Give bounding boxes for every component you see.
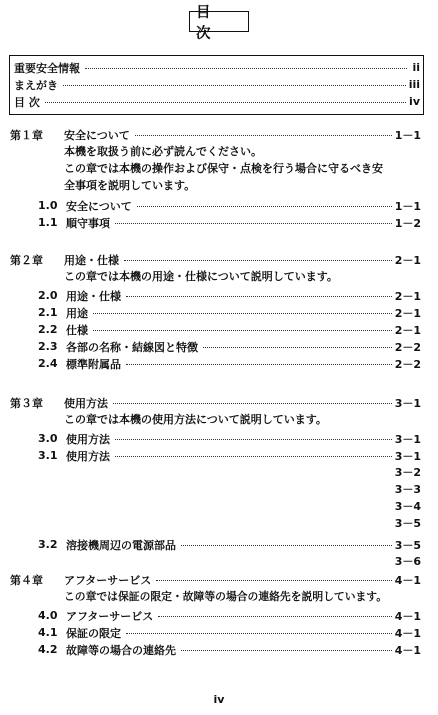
leader-dots — [93, 313, 392, 314]
chapter-title: 使用方法 — [64, 396, 108, 410]
toc-section-2-4[interactable] — [38, 355, 421, 372]
chapter-page: 3－1 — [394, 396, 421, 410]
leader-dots — [93, 330, 392, 331]
section-title: 用途・仕様 — [66, 289, 121, 303]
section-number: 3.1 — [38, 449, 58, 462]
continued-page: 3－6 — [394, 555, 421, 568]
toc-section-4-1[interactable] — [38, 624, 421, 641]
toc-section-3-0[interactable] — [38, 430, 421, 447]
toc-entry-safety-info[interactable] — [14, 59, 420, 76]
continued-page: 3－5 — [394, 517, 421, 530]
leader-dots — [137, 206, 392, 207]
chapter-description: この章では保証の限定・故障等の場合の連絡先を説明しています。 — [64, 590, 388, 603]
leader-dots — [45, 102, 406, 103]
chapter-description: この章では本機の用途・仕様について説明しています。 — [64, 270, 338, 283]
continued-page: 3－2 — [394, 466, 421, 479]
toc-section-4-0[interactable] — [38, 607, 421, 624]
section-page: 1－2 — [394, 216, 421, 230]
leader-dots — [156, 580, 391, 581]
section-title: 溶接機周辺の電源部品 — [66, 538, 176, 552]
toc-section-2-1[interactable] — [38, 304, 421, 321]
section-title: 標準附属品 — [66, 357, 121, 371]
section-number: 2.4 — [38, 357, 58, 370]
leader-dots — [115, 456, 392, 457]
toc-entry-page: iv — [409, 95, 420, 108]
section-number: 4.1 — [38, 626, 58, 639]
section-title: 用途 — [66, 306, 88, 320]
leader-dots — [158, 616, 391, 617]
continued-page: 3－4 — [394, 500, 421, 513]
section-title: 保証の限定 — [66, 626, 121, 640]
section-page: 2－2 — [394, 340, 421, 354]
section-page: 4－1 — [394, 609, 421, 623]
chapter-page: 1－1 — [394, 128, 421, 142]
toc-section-1-0[interactable] — [38, 197, 421, 214]
leader-dots — [135, 135, 392, 136]
section-number: 4.2 — [38, 643, 58, 656]
section-number: 2.2 — [38, 323, 58, 336]
chapter-page: 2－1 — [394, 253, 421, 267]
toc-chapter-4[interactable] — [10, 571, 421, 588]
leader-dots — [63, 85, 406, 86]
chapter-description: 本機を取扱う前に必ず読んでください。 — [64, 145, 262, 158]
leader-dots — [203, 347, 392, 348]
chapter-number: 第２章 — [10, 253, 43, 267]
leader-dots — [115, 439, 392, 440]
toc-chapter-1[interactable] — [10, 126, 421, 143]
leader-dots — [113, 403, 392, 404]
chapter-title: 安全について — [64, 128, 130, 142]
section-title: 使用方法 — [66, 432, 110, 446]
continued-page: 3－3 — [394, 483, 421, 496]
toc-entry-label: 目 次 — [14, 95, 40, 109]
page-number: iv — [213, 693, 225, 706]
chapter-page: 4－1 — [394, 573, 421, 587]
toc-section-1-1[interactable] — [38, 214, 421, 231]
leader-dots — [126, 633, 392, 634]
leader-dots — [181, 650, 392, 651]
toc-entry-label: まえがき — [14, 78, 58, 92]
section-page: 2－1 — [394, 289, 421, 303]
leader-dots — [181, 545, 392, 546]
chapter-description: 全事項を説明しています。 — [64, 179, 196, 192]
section-title: 各部の名称・結線図と特徴 — [66, 340, 198, 354]
section-page: 3－1 — [394, 449, 421, 463]
chapter-description: この章では本機の操作および保守・点検を行う場合に守るべき安 — [64, 162, 383, 175]
leader-dots — [124, 260, 392, 261]
section-title: 安全について — [66, 199, 132, 213]
leader-dots — [126, 364, 392, 365]
section-page: 2－2 — [394, 357, 421, 371]
section-page: 4－1 — [394, 626, 421, 640]
toc-title: 目 次 — [189, 11, 249, 32]
section-number: 2.3 — [38, 340, 58, 353]
section-title: アフターサービス — [66, 609, 154, 623]
toc-chapter-2[interactable] — [10, 251, 421, 268]
section-page: 3－5 — [394, 538, 421, 552]
section-title: 仕様 — [66, 323, 88, 337]
toc-section-4-2[interactable] — [38, 641, 421, 658]
section-number: 4.0 — [38, 609, 58, 622]
toc-section-2-0[interactable] — [38, 287, 421, 304]
toc-chapter-3[interactable] — [10, 394, 421, 411]
chapter-description: この章では本機の使用方法について説明しています。 — [64, 413, 327, 426]
toc-entry-page: iii — [408, 78, 420, 91]
toc-entry-contents[interactable] — [14, 93, 420, 110]
chapter-number: 第４章 — [10, 573, 43, 587]
leader-dots — [115, 223, 392, 224]
section-number: 1.1 — [38, 216, 58, 229]
toc-entry-page: ii — [412, 61, 420, 74]
section-number: 1.0 — [38, 199, 58, 212]
toc-entry-label: 重要安全情報 — [14, 61, 80, 75]
leader-dots — [85, 68, 407, 69]
chapter-title: アフターサービス — [64, 573, 152, 587]
leader-dots — [126, 296, 392, 297]
chapter-number: 第１章 — [10, 128, 43, 142]
section-number: 3.0 — [38, 432, 58, 445]
toc-section-3-1[interactable] — [38, 447, 421, 464]
toc-section-3-2[interactable] — [38, 536, 421, 553]
chapter-title: 用途・仕様 — [64, 253, 119, 267]
section-number: 3.2 — [38, 538, 58, 551]
section-number: 2.1 — [38, 306, 58, 319]
section-title: 使用方法 — [66, 449, 110, 463]
section-page: 1－1 — [394, 199, 421, 213]
section-title: 順守事項 — [66, 216, 110, 230]
toc-section-2-3[interactable] — [38, 338, 421, 355]
section-title: 故障等の場合の連絡先 — [66, 643, 176, 657]
section-page: 2－1 — [394, 323, 421, 337]
toc-section-2-2[interactable] — [38, 321, 421, 338]
section-number: 2.0 — [38, 289, 58, 302]
chapter-number: 第３章 — [10, 396, 43, 410]
section-page: 3－1 — [394, 432, 421, 446]
section-page: 4－1 — [394, 643, 421, 657]
toc-entry-preface[interactable] — [14, 76, 420, 93]
section-page: 2－1 — [394, 306, 421, 320]
